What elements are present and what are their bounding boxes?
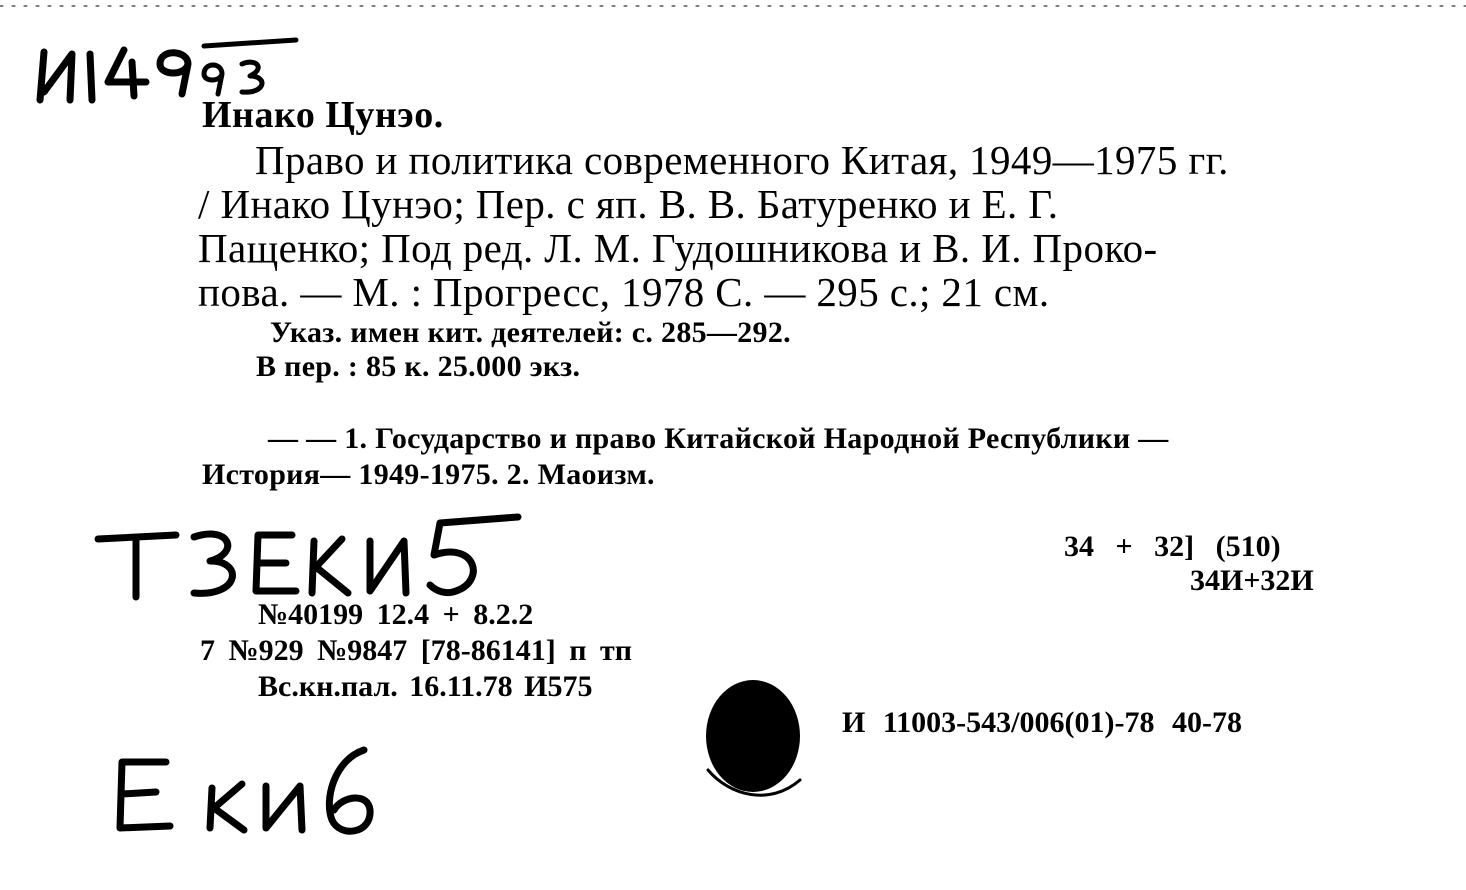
classification-line-1: 34 + 32] (510) — [1064, 530, 1281, 563]
subject-line-2: История— 1949-1975. 2. Маоизм. — [202, 458, 655, 491]
subject-line-1: — — 1. Государство и право Китайской Народной Республики — — [268, 422, 1169, 455]
title-line-2: / Инако Цунэо; Пер. с яп. В. В. Батуренко и Е. Г. — [198, 181, 1059, 227]
author-heading: Инако Цунэо. — [202, 94, 444, 136]
number-line-3: Вс.кн.пал. 16.11.78 И575 — [258, 670, 593, 703]
number-line-1: №40199 12.4 + 8.2.2 — [258, 598, 534, 631]
number-line-2: 7 №929 №9847 [78-86141] п тп — [200, 634, 633, 667]
classification-line-2: 34И+32И — [1190, 564, 1314, 597]
note-price: В пер. : 85 к. 25.000 экз. — [256, 350, 581, 383]
title-line-4: пова. — М. : Прогресс, 1978 С. — 295 с.; 21 см. — [198, 269, 1050, 315]
title-line-3: Пащенко; Под ред. Л. М. Гудошникова и В. И. Проко- — [198, 225, 1158, 271]
title-line-1: Право и политика современного Китая, 1949—1975 гг. — [255, 137, 1229, 183]
note-index: Указ. имен кит. деятелей: с. 285—292. — [270, 316, 791, 349]
handwritten-code-2 — [110, 740, 400, 850]
punch-hole-shadow — [700, 760, 810, 820]
scan-edge-top — [0, 0, 1466, 20]
catalog-code: И 11003-543/006(01)-78 40-78 — [842, 706, 1242, 739]
